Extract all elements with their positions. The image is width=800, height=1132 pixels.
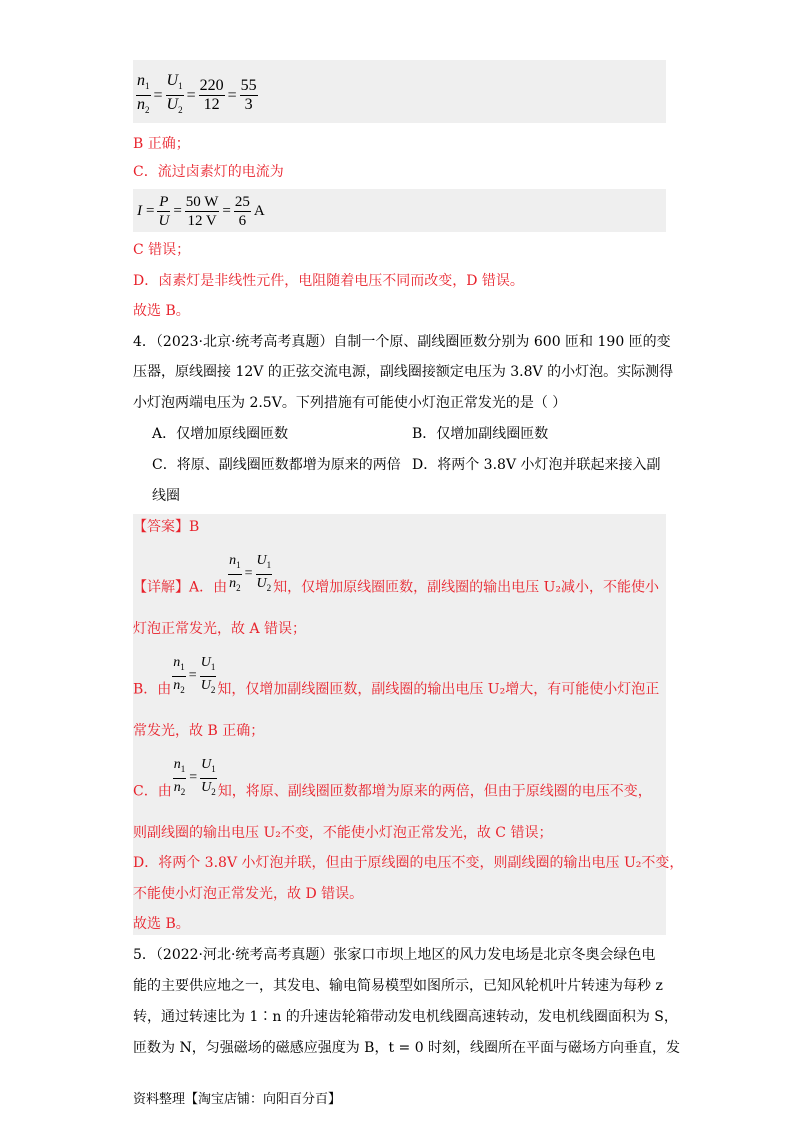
option-a: A．仅增加原线圈匝数 [152,426,289,442]
option-c: C．将原、副线圈匝数都增为原来的两倍 [152,457,401,473]
option-d: D．将两个 3.8V 小灯泡并联起来接入副 [412,457,661,473]
answer4-detail-d1: D．将两个 3.8V 小灯泡并联，但由于原线圈的电压不变，则副线圈的输出电压 U₂不变， [133,855,684,871]
question5-line4: 匝数为 N，匀强磁场的磁感应强度为 B，t = 0 时刻，线圈所在平面与磁场方向垂直，发 [133,1040,681,1056]
answer3-d-text: D．卤素灯是非线性元件，电阻随着电压不同而改变，D 错误。 [133,273,524,289]
answer3-c-intro: C．流过卤素灯的电流为 [133,164,284,180]
option-d-continued: 线圈 [152,488,180,504]
question4-line2: 压器，原线圈接 12V 的正弦交流电源，副线圈接额定电压为 3.8V 的小灯泡。实际测得 [133,364,674,380]
answer4-detail-c: C．由 $\frac{n_1}{n_2}$ = $\frac{U_1}{U_2}$ 知，将原、副线圈匝数都增为原来的两倍，但由于原线圈的电压不变， [133,757,652,800]
question4-line1: 4．（2023·北京·统考高考真题）自制一个原、副线圈匝数分别为 600 匝和 190 匝的变 [133,334,671,350]
answer4-answer: 【答案】B [133,519,200,535]
formula-turns-ratio: $\frac{n_1}{n_2}$ = $\frac{U_1}{U_2}$ = $\frac{220}{12}$ = $\frac{55}{3}$ [137,72,257,116]
question5-line3: 转，通过转速比为 1∶n 的升速齿轮箱带动发电机线圈高速转动，发电机线圈面积为 S， [133,1009,678,1025]
answer4-detail-d2: 不能使小灯泡正常发光，故 D 错误。 [133,886,364,902]
answer3-choose: 故选 B。 [133,303,190,319]
formula-current: I = $\frac{P}{U}$ = $\frac{50 W}{12 V}$ = $\frac{25}{6}$ A [137,194,265,229]
answer3-c-wrong: C 错误； [133,242,191,258]
answer4-detail-a-cont: 灯泡正常发光，故 A 错误； [133,621,307,637]
option-b: B．仅增加副线圈匝数 [412,426,549,442]
answer4-detail-b: B．由 $\frac{n_1}{n_2}$ = $\frac{U_1}{U_2}$ 知，仅增加副线圈匝数，副线圈的输出电压 U₂增大，有可能使小灯泡正 [133,655,660,698]
answer3-b-correct: B 正确； [133,136,190,152]
question4-line3: 小灯泡两端电压为 2.5V。下列措施有可能使小灯泡正常发光的是（ ） [133,395,567,411]
question5-line1: 5．（2022·河北·统考高考真题）张家口市坝上地区的风力发电场是北京冬奥会绿色电 [133,947,656,963]
footer-source: 资料整理【淘宝店铺：向阳百分百】 [133,1092,342,1107]
answer4-choose: 故选 B。 [133,916,190,932]
answer4-detail-a: 【详解】A．由 $\frac{n_1}{n_2}$ = $\frac{U_1}{U_2}$ 知，仅增加原线圈匝数，副线圈的输出电压 U₂减小，不能使小 [133,553,660,596]
answer4-detail-b-cont: 常发光，故 B 正确； [133,723,265,739]
answer4-detail-c-cont: 则副线圈的输出电压 U₂不变，不能使小灯泡正常发光，故 C 错误； [133,825,553,841]
question5-line2: 能的主要供应地之一，其发电、输电简易模型如图所示，已知风轮机叶片转速为每秒 z [133,978,663,994]
